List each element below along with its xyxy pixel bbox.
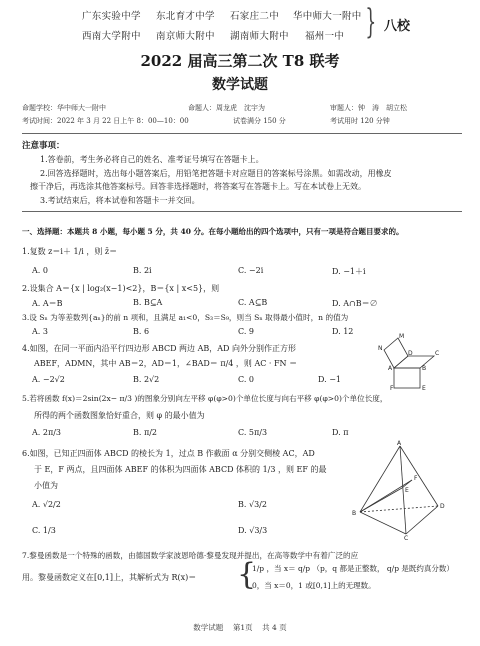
answer-option: C. 0 (238, 375, 255, 384)
school-name: 南京师大附中 (156, 31, 215, 42)
exam-info-reviewer: 审题人：钟 涛 胡立松 (330, 104, 407, 112)
answer-option: D. A∩B＝∅ (332, 299, 378, 308)
exam-subtitle: 数学试题 (212, 77, 268, 93)
school-name: 石家庄二中 (230, 11, 280, 22)
exam-info-author: 命题人：周龙虎 沈宇为 (188, 104, 265, 112)
answer-option: D. 12 (332, 327, 354, 336)
figure-label: F (390, 385, 394, 390)
answer-option: A. A＝B (32, 299, 63, 308)
figure-label: F (414, 475, 418, 482)
school-name: 东北育才中学 (156, 11, 215, 22)
figure-label: D (408, 350, 413, 357)
school-name: 湖南师大附中 (230, 31, 289, 42)
exam-title: 2022 届高三第二次 T8 联考 (140, 52, 340, 70)
exam-info-time: 考试时间：2022 年 3 月 22 日上午 8：00—10：00 (22, 117, 189, 125)
answer-option: C. 1/3 (32, 526, 56, 535)
answer-option: D. √3/3 (238, 526, 268, 535)
divider (22, 211, 462, 212)
question-stem: 6.如图，已知正四面体 ABCD 的棱长为 1，过点 B 作截面 α 分别交侧棱 AC，AD (22, 449, 315, 458)
answer-option: A. 2π/3 (32, 428, 61, 437)
answer-option: B. π/2 (133, 428, 158, 437)
question-stem: 3.设 Sₙ 为等差数列{aₙ}的前 n 项和，且满足 a₁<0，S₃＝S₉，则当 Sₙ 取得最小值时，n 的值为 (22, 313, 349, 322)
footer-page: 第1页 (232, 623, 253, 632)
figure-label: E (422, 385, 426, 390)
answer-option: C. 9 (238, 327, 255, 336)
answer-option: C. 5π/3 (238, 428, 268, 437)
question-stem: 4.如图，在同一平面内沿平行四边形 ABCD 两边 AB，AD 向外分别作正方形 (22, 344, 296, 353)
question-stem: ABEF，ADMN，其中 AB＝2，AD＝1，∠BAD＝ π/4 ，则 AC · FN ＝ (34, 359, 298, 368)
question-stem: 5.若将函数 f(x)＝2sin(2x− π/3 )的图象分别向左平移 φ(φ>0)个单位长度与向右平移 φ(φ>0)个单位长度， (22, 394, 388, 403)
answer-option: C. −2i (238, 266, 264, 275)
q4-figure (368, 330, 448, 390)
school-name: 西南大学附中 (82, 31, 141, 42)
exam-info-duration: 考试用时 120 分钟 (330, 117, 390, 125)
footer-total: 共 4 页 (262, 623, 287, 632)
answer-option: B. B⊆A (133, 298, 163, 307)
answer-option: A. √2/2 (32, 500, 61, 509)
answer-option: C. A⊆B (238, 298, 268, 307)
answer-option: D. π (332, 428, 349, 437)
brace-mark: } (365, 2, 377, 42)
question-stem: 7.黎曼函数是一个特殊的函数，由德国数学家波恩哈德·黎曼发现并提出，在高等数学中有着广泛的应 (22, 551, 359, 560)
figure-label: B (352, 510, 357, 517)
question-stem: 于 E，F 两点，且四面体 ABEF 的体积为四面体 ABCD 体积的 1/3 ，则 EF 的最 (34, 465, 327, 474)
question-stem: 1.复数 z＝i＋ 1/i ，则 z̄＝ (22, 247, 118, 256)
school-name: 广东实验中学 (82, 11, 141, 22)
answer-option: B. 6 (133, 327, 150, 336)
answer-option: A. 3 (32, 327, 48, 336)
question-stem: 用。黎曼函数定义在[0,1]上，其解析式为 R(x)＝ (22, 573, 197, 582)
figure-label: E (405, 487, 409, 494)
note-item: 2.回答选择题时，选出每小题答案后，用铅笔把答题卡对应题目的答案标号涂黑。如需改动，用橡皮 (40, 169, 392, 178)
footer-subject: 数学试题 (193, 623, 224, 632)
page-footer (0, 622, 480, 633)
answer-option: B. 2√2 (133, 375, 160, 384)
exam-info-school: 命题学校：华中师大一附中 (22, 104, 106, 112)
case-line: 1/p ，当 x＝ q/p （p，q 都是正整数， q/p 是既约真分数） (252, 564, 454, 573)
case-brace: { (237, 557, 257, 592)
figure-label: A (388, 365, 393, 372)
notes-heading: 注意事项： (22, 141, 65, 151)
answer-option: D. −1＋i (332, 267, 366, 276)
divider (22, 133, 462, 134)
answer-option: A. −2√2 (32, 375, 65, 384)
question-stem: 小值为 (34, 481, 58, 490)
figure-label: N (378, 345, 383, 352)
figure-label: C (404, 535, 409, 540)
section-heading: 一、选择题：本题共 8 小题，每小题 5 分，共 40 分。在每小题给出的四个选项中，只有一项是符合题目要求的。 (22, 227, 404, 236)
school-name: 华中师大一附中 (293, 11, 362, 22)
note-item: 1.答卷前，考生务必将自己的姓名、准考证号填写在答题卡上。 (40, 155, 264, 164)
figure-label: M (399, 333, 405, 340)
figure-label: C (435, 350, 440, 357)
figure-label: A (397, 440, 402, 447)
case-line: 0，当 x＝0，1 或[0,1]上的无理数。 (252, 581, 376, 590)
q6-figure (350, 440, 450, 540)
school-name: 福州一中 (305, 31, 345, 42)
note-item: 3.考试结束后，将本试卷和答题卡一并交回。 (40, 196, 200, 205)
answer-option: B. √3/2 (238, 500, 267, 509)
alliance-label: 八校 (384, 19, 411, 34)
answer-option: A. 0 (32, 266, 48, 275)
note-item: 擦干净后，再选涂其他答案标号。回答非选择题时，将答案写在答题卡上。写在本试卷上无效。 (30, 182, 366, 191)
figure-label: D (440, 503, 445, 510)
answer-option: D. −1 (318, 375, 342, 384)
question-stem: 2.设集合 A＝{x | log₂(x−1)<2}，B＝{x | x<5}，则 (22, 284, 220, 293)
answer-option: B. 2i (133, 266, 152, 275)
figure-label: B (422, 365, 427, 372)
question-stem: 所得的两个函数图象恰好重合，则 φ 的最小值为 (34, 411, 205, 420)
exam-info-score: 试卷满分 150 分 (233, 117, 286, 125)
